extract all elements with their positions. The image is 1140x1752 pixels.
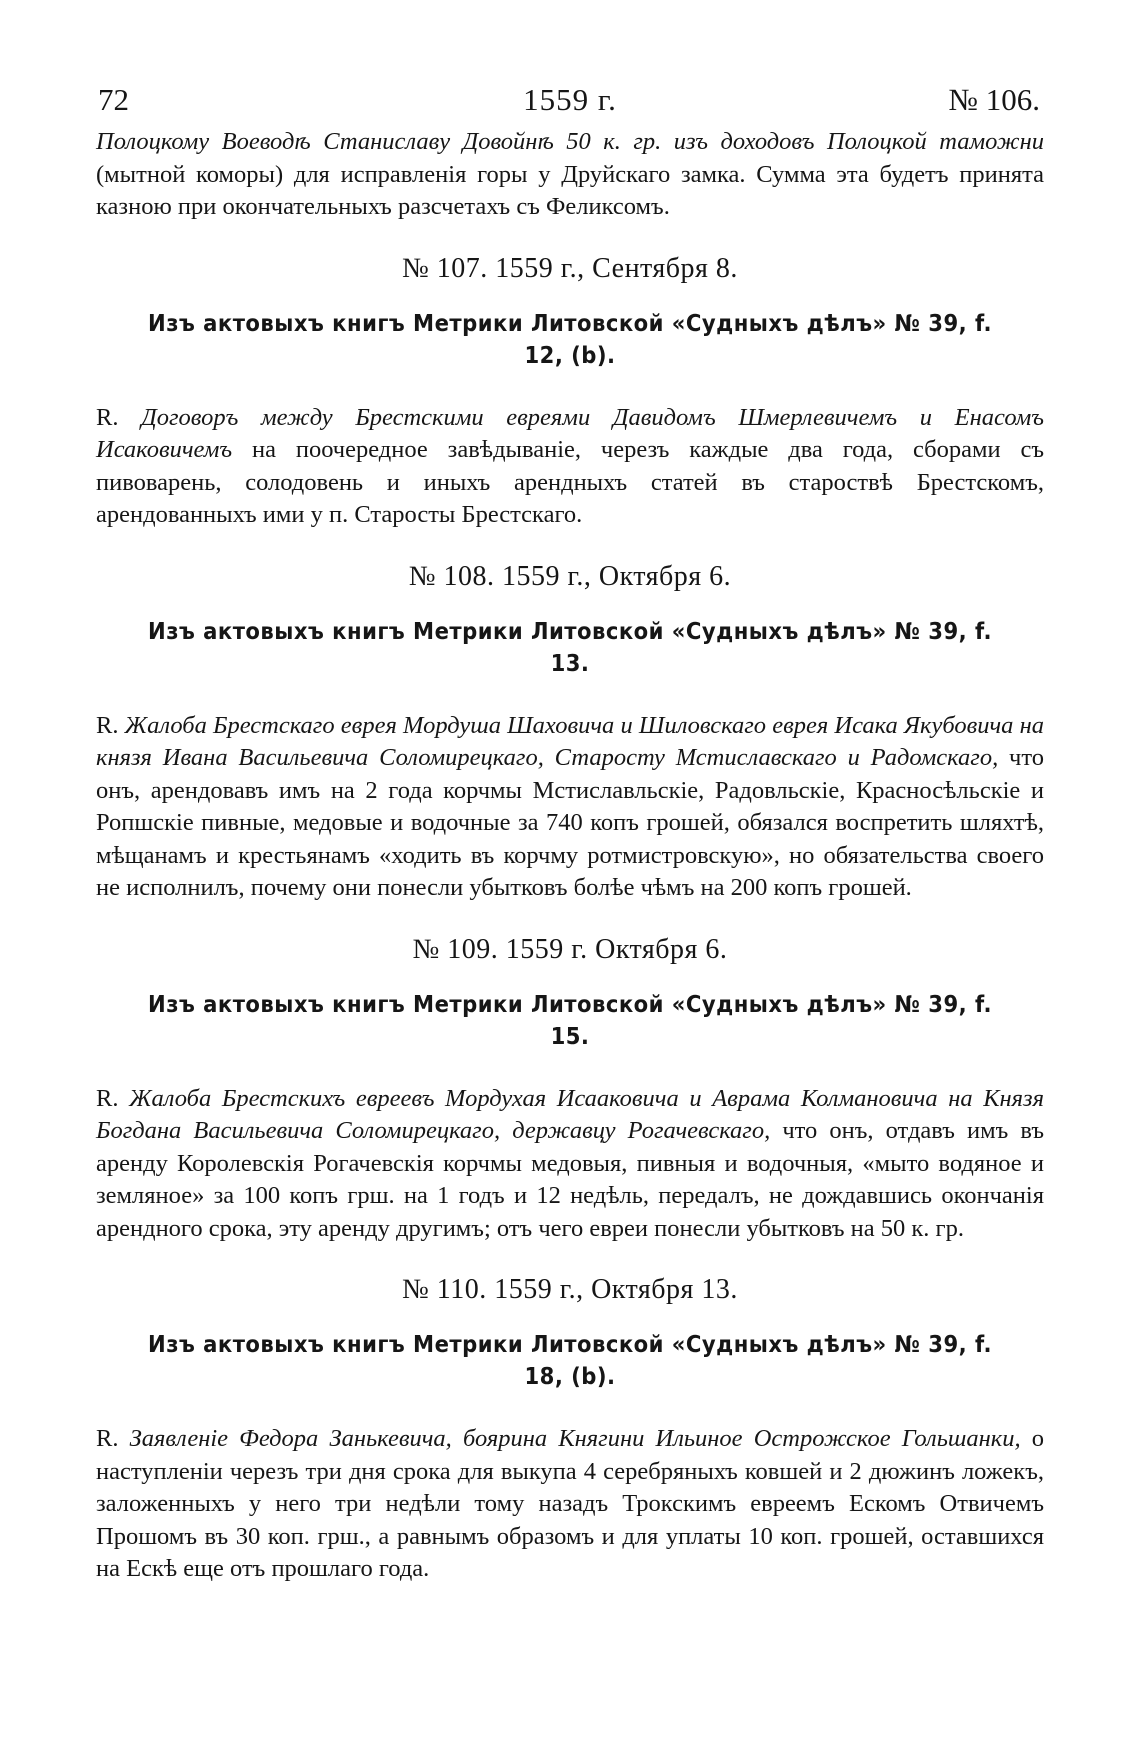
entry-source-110: Изъ актовыхъ книгъ Метрики Литовской «Судныхъ дѣлъ» № 39, f. 18, (b). — [148, 1332, 992, 1390]
intro-paragraph — [96, 126, 1044, 224]
running-header — [96, 76, 1044, 126]
entry-source-108: Изъ актовыхъ книгъ Метрики Литовской «Судныхъ дѣлъ» № 39, f. 13. — [148, 618, 992, 677]
entry-text: что онъ, отдавъ имъ въ аренду Королевскія Рогачевскія корчмы медовыя, пивныя и водочныя, «мыто водяное и земляное» за 100 копъ грш. на 1 годъ и 12 недѣль, передалъ, не дождавшись окончанія арендного срока, эту аренду другимъ; отъ чего евреи понесли убытковъ на 50 к. гр. — [96, 1117, 1044, 1242]
entry-marker: R. — [96, 1425, 119, 1452]
entry-marker: R. — [96, 711, 119, 739]
entry-text: на поочередное завѣдываніе, черезъ каждые два года, сборами съ пивоварень, солодовень и иныхъ арендныхъ статей въ староствѣ Брестскомъ, арендованныхъ ими у п. Старосты Брестскаго. — [96, 436, 1044, 528]
document-page — [96, 76, 1044, 1586]
entry-italic: Жалоба Брестскаго еврея Мордуша Шаховича и Шиловскаго еврея Исака Якубовича на князя Ивана Васильевича Соломирецкаго, Старосту Мстиславскаго и Радомскаго, — [96, 711, 1044, 771]
entry-title-110: № 110. 1559 г., Октября 13. — [402, 1274, 738, 1305]
entry-marker: R. — [96, 1084, 119, 1112]
entry-marker: R. — [96, 403, 119, 431]
entry-title-108: № 108. 1559 г., Октября 6. — [408, 560, 732, 592]
entry-summary-110 — [96, 1423, 1044, 1586]
entry-text: о наступленіи черезъ три дня срока для выкупа 4 серебряныхъ ковшей и 2 дюжинъ ложекъ, заложенныхъ у него три недѣли тому назадъ Трокскимъ евреемъ Ескомъ Отвичемъ Прошомъ въ 30 коп. грш., а равнымъ образомъ и для уплаты 10 коп. грошей, оставшихся на Ескѣ еще отъ прошлаго года. — [96, 1425, 1044, 1582]
entry-summary-109 — [96, 1083, 1044, 1246]
entry-title-109: № 109. 1559 г. Октября 6. — [412, 933, 728, 965]
entry-source-107: Изъ актовыхъ книгъ Метрики Литовской «Судныхъ дѣлъ» № 39, f. 12, (b). — [148, 310, 992, 369]
intro-italic: Полоцкому Воеводѣ Станиславу Довойнѣ 50 к. гр. изъ доходовъ Полоцкой таможни — [96, 128, 1044, 155]
entry-title-107: № 107. 1559 г., Сентября 8. — [402, 252, 738, 284]
intro-text: (мытной коморы) для исправленія горы у Друйскаго замка. Сумма эта будетъ принята казною при окончательныхъ разсчетахъ съ Феликсомъ. — [96, 160, 1044, 220]
entry-italic: Заявленіе Федора Занькевича, боярина Княгини Ильиное Острожское Гольшанки, — [118, 1425, 1021, 1452]
entry-italic: Договоръ между Брестскими евреями Давидомъ Шмерлевичемъ и Енасомъ Исаковичемъ — [96, 403, 1044, 463]
entry-source-109: Изъ актовыхъ книгъ Метрики Литовской «Судныхъ дѣлъ» № 39, f. 15. — [148, 991, 992, 1050]
entry-italic: Жалоба Брестскихъ евреевъ Мордухая Исааковича и Аврама Колмановича на Князя Богдана Васильевича Соломирецкаго, державцу Рогачевскаго, — [96, 1084, 1044, 1144]
header-year: 1559 г. — [523, 82, 617, 117]
page-number: 72 — [98, 82, 129, 117]
entry-summary-107 — [96, 402, 1044, 532]
entry-text: что онъ, арендовавъ имъ на 2 года корчмы Мстиславльскіе, Радовльскіе, Красносѣльскіе и Ропшскіе пивные, медовые и водочные за 740 копъ грошей, обязался воспретить шляхтѣ, мѣщанамъ и крестьянамъ «ходить въ корчму ротмистровскую», но обязательства своего не исполнилъ, почему они понесли убытковъ болѣе чѣмъ на 200 копъ грошей. — [96, 744, 1044, 901]
entry-summary-108 — [96, 710, 1044, 905]
header-doc-number: № 106. — [948, 82, 1040, 117]
